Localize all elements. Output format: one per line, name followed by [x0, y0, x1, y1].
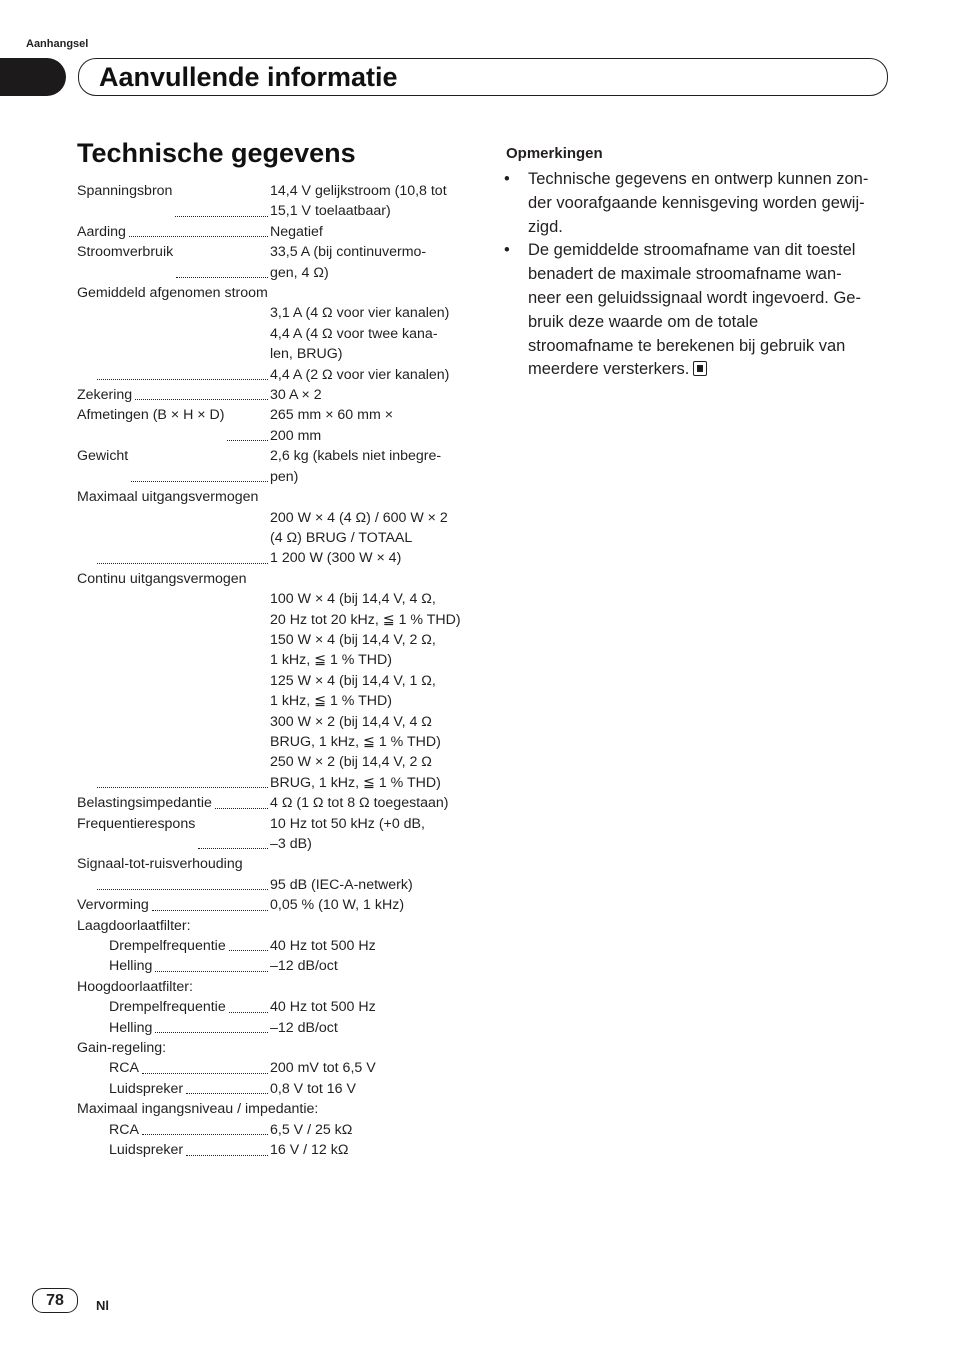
spec-value-line: 200 mm [270, 427, 322, 444]
spec-group-header: Continu uitgangsvermogen [77, 570, 247, 587]
spec-value [270, 1058, 467, 1078]
note-item [504, 168, 889, 239]
spec-value-line: Negatief [270, 223, 323, 240]
spec-label-cell [77, 508, 270, 569]
note-line: stroomafname te berekenen bij gebruik van [528, 336, 846, 355]
spec-value [270, 405, 467, 446]
spec-value-line: 16 V / 12 kΩ [270, 1142, 349, 1159]
spec-row [77, 1120, 467, 1140]
spec-value [270, 814, 467, 855]
spec-value [270, 1079, 467, 1099]
spec-row [77, 385, 467, 405]
end-of-section-icon [693, 361, 707, 376]
spec-value [270, 242, 467, 283]
spec-value-line: gen, 4 Ω) [270, 264, 329, 281]
spec-group-header: Gemiddeld afgenomen stroom [77, 285, 268, 302]
note-item [504, 239, 889, 382]
spec-label-cell [77, 222, 270, 242]
spec-label-cell [77, 1079, 270, 1099]
spec-value [270, 956, 467, 976]
spec-label-cell [77, 446, 270, 487]
spec-label: Zekering [77, 387, 133, 404]
bullet-icon: • [504, 170, 510, 188]
spec-value-line: 95 dB (IEC-A-netwerk) [270, 876, 413, 893]
note-line: neer een geluidssignaal wordt ingevoerd. Ge- [528, 288, 861, 307]
spec-label: Drempelfrequentie [109, 938, 226, 955]
spec-value-line: 14,4 V gelijkstroom (10,8 tot [270, 183, 447, 199]
spec-value-line: 2,6 kg (kabels niet inbegre- [270, 448, 442, 465]
spec-value [270, 895, 467, 915]
spec-value [270, 936, 467, 956]
spec-value-line: 125 W × 4 (bij 14,4 V, 1 Ω, [270, 672, 436, 689]
notes-section [504, 145, 889, 382]
dot-leader [142, 1134, 268, 1135]
dot-leader [131, 481, 268, 482]
notes-list [504, 168, 889, 382]
spec-label-cell [77, 405, 270, 446]
spec-value-line: 150 W × 4 (bij 14,4 V, 2 Ω, [270, 631, 436, 648]
spec-row [77, 875, 467, 895]
spec-value-line: 15,1 V toelaatbaar) [270, 203, 391, 220]
spec-row [77, 589, 467, 793]
spec-label-cell [77, 1018, 270, 1038]
spec-row [77, 936, 467, 956]
spec-value-line: –12 dB/oct [270, 1019, 338, 1036]
spec-value-line: 1 kHz, ≦ 1 % THD) [270, 693, 392, 710]
spec-label-cell [77, 589, 270, 793]
spec-value [270, 181, 467, 222]
dot-leader [155, 1032, 268, 1033]
spec-value-line: 265 mm × 60 mm × [270, 407, 394, 424]
spec-list [77, 181, 467, 1161]
spec-label: Helling [109, 1019, 153, 1036]
spec-row [77, 895, 467, 915]
dot-leader [229, 1012, 268, 1013]
spec-value-line: 300 W × 2 (bij 14,4 V, 4 Ω [270, 713, 432, 730]
spec-value-line: 10 Hz tot 50 kHz (+0 dB, [270, 815, 425, 832]
spec-label-cell [77, 956, 270, 976]
spec-label: RCA [109, 1121, 139, 1138]
dot-leader [152, 910, 268, 911]
note-line: zigd. [528, 217, 563, 236]
spec-row [77, 508, 467, 569]
spec-group-header: Maximaal ingangsniveau / impedantie: [77, 1101, 319, 1118]
spec-row [77, 222, 467, 242]
dot-leader [135, 399, 268, 400]
spec-value-line: 1 200 W (300 W × 4) [270, 550, 402, 567]
spec-row [77, 446, 467, 487]
note-line: Technische gegevens en ontwerp kunnen zon- [528, 170, 869, 188]
spec-value-line: 200 mV tot 6,5 V [270, 1060, 376, 1077]
page-number: 78 [32, 1288, 78, 1313]
spec-value [270, 793, 467, 813]
note-line: der voorafgaande kennisgeving worden gewij- [528, 193, 865, 212]
spec-label: Gewicht [77, 448, 129, 465]
spec-value-line: 1 kHz, ≦ 1 % THD) [270, 652, 392, 669]
chapter-title: Aanvullende informatie [99, 62, 398, 92]
section-label: Aanhangsel [26, 38, 89, 50]
spec-label-cell [77, 385, 270, 405]
spec-value-line: 4,4 A (2 Ω voor vier kanalen) [270, 366, 450, 383]
spec-row [77, 1018, 467, 1038]
spec-label: RCA [109, 1060, 139, 1077]
note-line: meerdere versterkers. [528, 358, 861, 382]
spec-value [270, 446, 467, 487]
spec-value-line: pen) [270, 468, 299, 485]
spec-label-cell [77, 936, 270, 956]
spec-row [77, 793, 467, 813]
spec-row [77, 181, 467, 222]
chapter-tab-marker [0, 58, 66, 96]
spec-label: Belastingsimpedantie [77, 795, 212, 812]
spec-value [270, 997, 467, 1017]
dot-leader [186, 1093, 268, 1094]
spec-label: Luidspreker [109, 1080, 184, 1097]
spec-value-line: 0,05 % (10 W, 1 kHz) [270, 897, 405, 914]
spec-value-line: 20 Hz tot 20 kHz, ≦ 1 % THD) [270, 611, 461, 628]
dot-leader [186, 1155, 268, 1156]
page-title: Technische gegevens [77, 138, 356, 168]
spec-value-line: 33,5 A (bij continuvermo- [270, 244, 427, 261]
chapter-header [78, 58, 888, 96]
spec-value [270, 385, 467, 405]
spec-row [77, 997, 467, 1017]
spec-group-header: Laagdoorlaatfilter: [77, 917, 191, 934]
spec-label-cell [77, 242, 270, 283]
spec-value-line: 200 W × 4 (4 Ω) / 600 W × 2 [270, 509, 448, 526]
spec-label-cell [77, 181, 270, 222]
spec-label-cell [77, 997, 270, 1017]
spec-value-line: 6,5 V / 25 kΩ [270, 1121, 353, 1138]
spec-label-cell [77, 895, 270, 915]
dot-leader [176, 277, 268, 278]
spec-value-line: 40 Hz tot 500 Hz [270, 938, 376, 955]
dot-leader [97, 889, 268, 890]
note-text [528, 239, 861, 382]
spec-label-cell [77, 1140, 270, 1160]
spec-group-header: Maximaal uitgangsvermogen [77, 489, 259, 506]
spec-label: Aarding [77, 223, 126, 240]
spec-value-line: 3,1 A (4 Ω voor vier kanalen) [270, 305, 450, 322]
spec-value [270, 589, 467, 793]
spec-label-cell [77, 814, 270, 855]
spec-value-line: –3 dB) [270, 836, 312, 852]
spec-row [77, 303, 467, 385]
spec-label-cell [77, 1058, 270, 1078]
spec-label: Frequentierespons [77, 815, 196, 832]
spec-value [270, 1018, 467, 1038]
spec-row [77, 405, 467, 446]
spec-label: Helling [109, 958, 153, 975]
spec-value [270, 1140, 467, 1160]
language-code: Nl [96, 1298, 109, 1313]
spec-row [77, 814, 467, 855]
dot-leader [97, 787, 268, 788]
spec-value-line: 100 W × 4 (bij 14,4 V, 4 Ω, [270, 591, 436, 608]
dot-leader [155, 971, 268, 972]
spec-value-line: 0,8 V tot 16 V [270, 1080, 356, 1097]
spec-label: Luidspreker [109, 1142, 184, 1159]
spec-value-line: 30 A × 2 [270, 387, 322, 404]
spec-value [270, 303, 467, 385]
spec-value-line: BRUG, 1 kHz, ≦ 1 % THD) [270, 774, 441, 791]
note-line: benadert de maximale stroomafname wan- [528, 265, 842, 284]
spec-row [77, 242, 467, 283]
spec-label: Afmetingen (B × H × D) [77, 407, 225, 424]
spec-row [77, 956, 467, 976]
spec-label-cell [77, 875, 270, 895]
dot-leader [227, 440, 268, 441]
spec-value-line: 40 Hz tot 500 Hz [270, 999, 376, 1016]
spec-value [270, 1120, 467, 1140]
note-line: De gemiddelde stroomafname van dit toestel [528, 241, 856, 260]
spec-group-header: Gain-regeling: [77, 1040, 167, 1057]
bullet-icon: • [504, 241, 510, 260]
dot-leader [215, 808, 268, 809]
spec-row [77, 1079, 467, 1099]
spec-value [270, 222, 467, 242]
spec-label: Spanningsbron [77, 183, 173, 199]
spec-value-line: BRUG, 1 kHz, ≦ 1 % THD) [270, 733, 441, 750]
spec-value-line: 4 Ω (1 Ω tot 8 Ω toegestaan) [270, 795, 449, 812]
dot-leader [97, 563, 268, 564]
spec-group-header: Signaal-tot-ruisverhouding [77, 856, 243, 873]
spec-label: Stroomverbruik [77, 244, 174, 261]
spec-value-line: len, BRUG) [270, 346, 343, 363]
dot-leader [229, 950, 268, 951]
spec-row [77, 1140, 467, 1160]
spec-value-line: (4 Ω) BRUG / TOTAAL [270, 529, 413, 546]
dot-leader [97, 379, 268, 380]
spec-label-cell [77, 793, 270, 813]
spec-value [270, 875, 467, 895]
note-line: bruik deze waarde om de totale [528, 312, 759, 331]
spec-value-line: 250 W × 2 (bij 14,4 V, 2 Ω [270, 754, 432, 771]
dot-leader [142, 1073, 268, 1074]
note-text [528, 168, 868, 239]
dot-leader [198, 848, 268, 849]
dot-leader [129, 236, 268, 237]
spec-group-header: Hoogdoorlaatfilter: [77, 978, 193, 995]
spec-label-cell [77, 303, 270, 385]
spec-value-line: –12 dB/oct [270, 958, 338, 975]
spec-label: Drempelfrequentie [109, 999, 226, 1016]
spec-label: Vervorming [77, 897, 149, 914]
spec-value [270, 508, 467, 569]
spec-label-cell [77, 1120, 270, 1140]
notes-title: Opmerkingen [506, 145, 603, 162]
spec-value-line: 4,4 A (4 Ω voor twee kana- [270, 325, 438, 342]
spec-row [77, 1058, 467, 1078]
dot-leader [175, 216, 268, 217]
